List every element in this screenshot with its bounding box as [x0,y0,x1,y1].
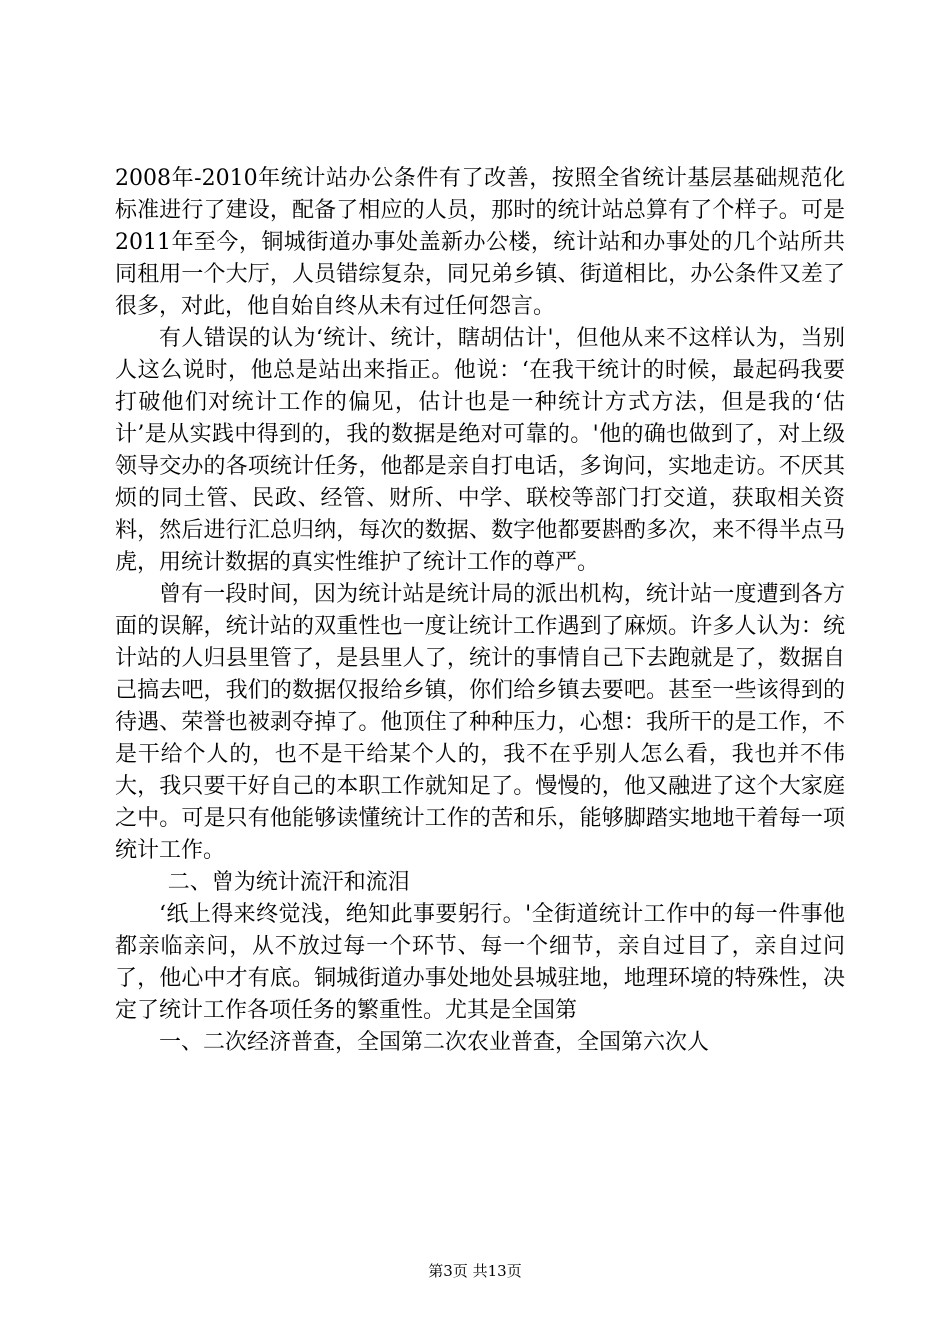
paragraph-misunderstanding: 曾有一段时间，因为统计站是统计局的派出机构，统计站一度遭到各方面的误解，统计站的双重性也一度让统计工作遇到了麻烦。许多人认为：统计站的人归县里管了，是县里人了，统计的事情自己下去跑就是了，数据自己搞去吧，我们的数据仅报给乡镇，你们给乡镇去要吧。甚至一些该得到的待遇、荣誉也被剥夺掉了。他顶住了种种压力，心想：我所干的是工作，不是干给个人的，也不是干给某个人的，我不在乎别人怎么看，我也并不伟大，我只要干好自己的本职工作就知足了。慢慢的，他又融进了这个大家庭之中。可是只有他能够读懂统计工作的苦和乐，能够脚踏实地地干着每一项统计工作。 [115,582,845,863]
paragraph-office-conditions: 2008年-2010年统计站办公条件有了改善，按照全省统计基层基础规范化标准进行了建设，配备了相应的人员，那时的统计站总算有了个样子。可是2011年至今，铜城街道办事处盖新办公楼，统计站和办事处的几个站所共同租用一个大厅，人员错综复杂，同兄弟乡镇、街道相比，办公条件又差了很多，对此，他自始自终从未有过任何怨言。 [115,166,845,319]
paragraph-statistics-misconception: 有人错误的认为‘统计、统计，瞎胡估计'，但他从来不这样认为，当别人这么说时，他总是站出来指正。他说：‘在我干统计的时候，最起码我要打破他们对统计工作的偏见，估计也是一种统计方式方法，但是我的‘估计’是从实践中得到的，我的数据是绝对可靠的。'他的确也做到了，对上级领导交办的各项统计任务，他都是亲自打电话，多询问，实地走访。不厌其烦的同土管、民政、经管、财所、中学、联校等部门打交道，获取相关资料，然后进行汇总归纳，每次的数据、数字他都要斟酌多次，来不得半点马虎，用统计数据的真实性维护了统计工作的尊严。 [115,326,845,575]
document-body [115,163,845,1059]
paragraph-practice: ‘纸上得来终觉浅，绝知此事要躬行。'全街道统计工作中的每一件事他都亲临亲问，从不放过每一个环节、每一个细节，亲自过目了，亲自过问了，他心中才有底。铜城街道办事处地处县城驻地，地理环境的特殊性，决定了统计工作各项任务的繁重性。尤其是全国第 [115,902,845,1023]
section-heading: 二、曾为统计流汗和流泪 [167,870,410,895]
paragraph-census: 一、二次经济普查，全国第二次农业普查，全国第六次人 [159,1030,710,1055]
page-footer: 第3页 共13页 [428,1262,522,1280]
